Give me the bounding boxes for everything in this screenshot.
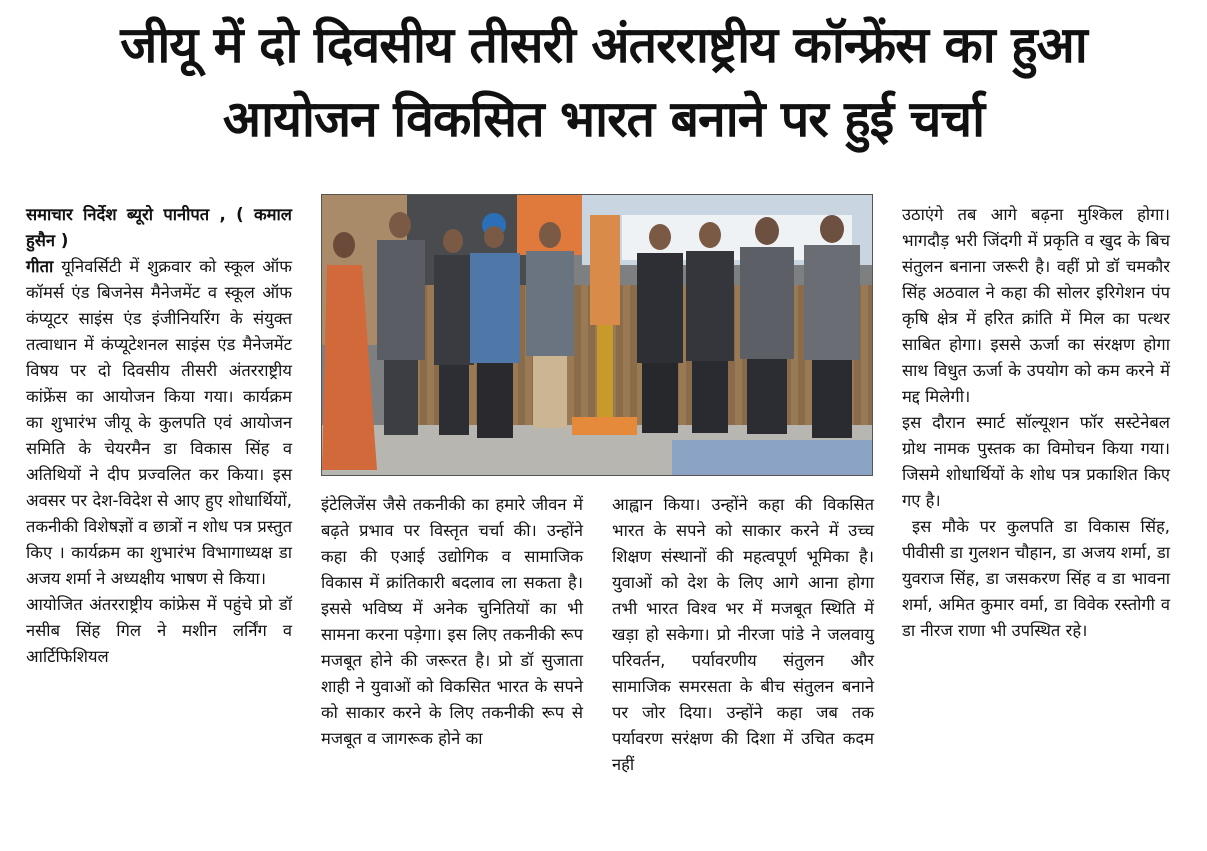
paragraph-4: आह्वान किया। उन्होंने कहा की विकसित भारत के सपने को साकार करने में उच्च शिक्षण संस्थानों की महत्वपूर्ण भूमिका है। युवाओं को देश के लिए आगे आना होगा तभी भारत विश्व भर में मजबूत स्थिति में खड़ा हो सकेगा। प्रो नीरजा पांडे ने जलवायु परिवर्तन, पर्यावरणीय संतुलन और सामाजिक समरसता के बीच संतुलन बनाने पर जोर दिया। उन्होंने कहा जब तक पर्यावरण सरंक्षण की दिशा में उचित कदम नहीं [612,495,874,774]
event-photo [321,194,873,476]
paragraph-7: इस मौके पर कुलपति डा विकास सिंह, पीवीसी डा गुलशन चौहान, डा अजय शर्मा, डा युवराज सिंह, डा जसकरण सिंह व डा भावना शर्मा, अमित कुमार वर्मा, डा विवेक रस्तोगी व डा नीरज राणा भी उपस्थित रहे। [902,517,1170,640]
paragraph-1-text: यूनिवर्सिटी में शुक्रवार को स्कूल ऑफ कॉमर्स एंड बिजनेस मैनेजमेंट व स्कूल ऑफ कंप्यूटर साइंस एंड इंजीनियरिंग के संयुक्त तत्वाधान में कंप्यूटेशनल साइंस एंड मैनेजमेंट विषय पर दो दिवसीय तीसरी अंतरराष्ट्रीय कांफ्रेंस का आयोजन किया गया। कार्यक्रम का शुभारंभ जीयू के कुलपति एवं आयोजन समिति के चेयरमैन डा विकास सिंह व अतिथियों ने दीप प्रज्वलित कर किया। इस अवसर पर देश-विदेश से आए हुए शोधार्थियों, तकनीकी विशेषज्ञों व छात्रों न शोध पत्र प्रस्तुत किए । कार्यक्रम का शुभारंभ विभागाध्यक्ष डा अजय शर्मा ने अध्यक्षीय भाषण से किया। [26,257,292,588]
paragraph-6: इस दौरान स्मार्ट सॉल्यूशन फॉर सस्टेनेबल ग्रोथ नामक पुस्तक का विमोचन किया गया। जिसमे शोधार्थियों के शोध पत्र प्रकाशित किए गए है। [902,413,1170,510]
dateline-lead: गीता [26,257,54,276]
headline-line-2: आयोजन विकसित भारत बनाने पर हुई चर्चा [222,90,985,148]
headline-line-1: जीयू में दो दिवसीय तीसरी अंतरराष्ट्रीय कॉन्फ्रेंस का हुआ [120,16,1087,74]
column-2 [321,492,583,752]
column-4 [902,202,1170,644]
paragraph-1 [26,254,292,592]
group-photo-icon [322,195,872,475]
column-1 [26,202,292,670]
paragraph-2: आयोजित अंतरराष्ट्रीय कांफ्रेस में पहुंचे प्रो डॉ नसीब सिंह गिल ने मशीन लर्निंग व आर्टिफिशियल [26,595,292,666]
paragraph-3: इंटेलिजेंस जैसे तकनीकी का हमारे जीवन में बढ़ते प्रभाव पर विस्तृत चर्चा की। उन्होंने कहा की एआई उद्योगिक व सामाजिक विकास में क्रांतिकारी बदलाव ला सकता है। इससे भविष्य में अनेक चुनितियों का भी सामना करना पड़ेगा। इस लिए तकनीकी रूप मजबूत होने की जरूरत है। प्रो डॉ सुजाता शाही ने युवाओं को विकसित भारत के सपने को साकार करने के लिए तकनीकी रूप से मजबूत व जागरूक होने का [321,495,583,748]
paragraph-5: उठाएंगे तब आगे बढ़ना मुश्किल होगा। भागदौड़ भरी जिंदगी में प्रकृति व खुद के बिच संतुलन बनाना जरूरी है। वहीं प्रो डॉ चमकौर सिंह अठवाल ने कहा की सोलर इरिगेशन पंप कृषि क्षेत्र में हरित क्रांति में मिल का पत्थर साबित होगा। इससे ऊर्जा का संरक्षण होगा साथ विधुत ऊर्जा के उपयोग को कम करने में मद्द मिलेगी। [902,205,1170,406]
byline: समाचार निर्देश ब्यूरो पानीपत , ( कमाल हुसैन ) [26,205,292,250]
column-3 [612,492,874,778]
headline [0,8,1207,156]
